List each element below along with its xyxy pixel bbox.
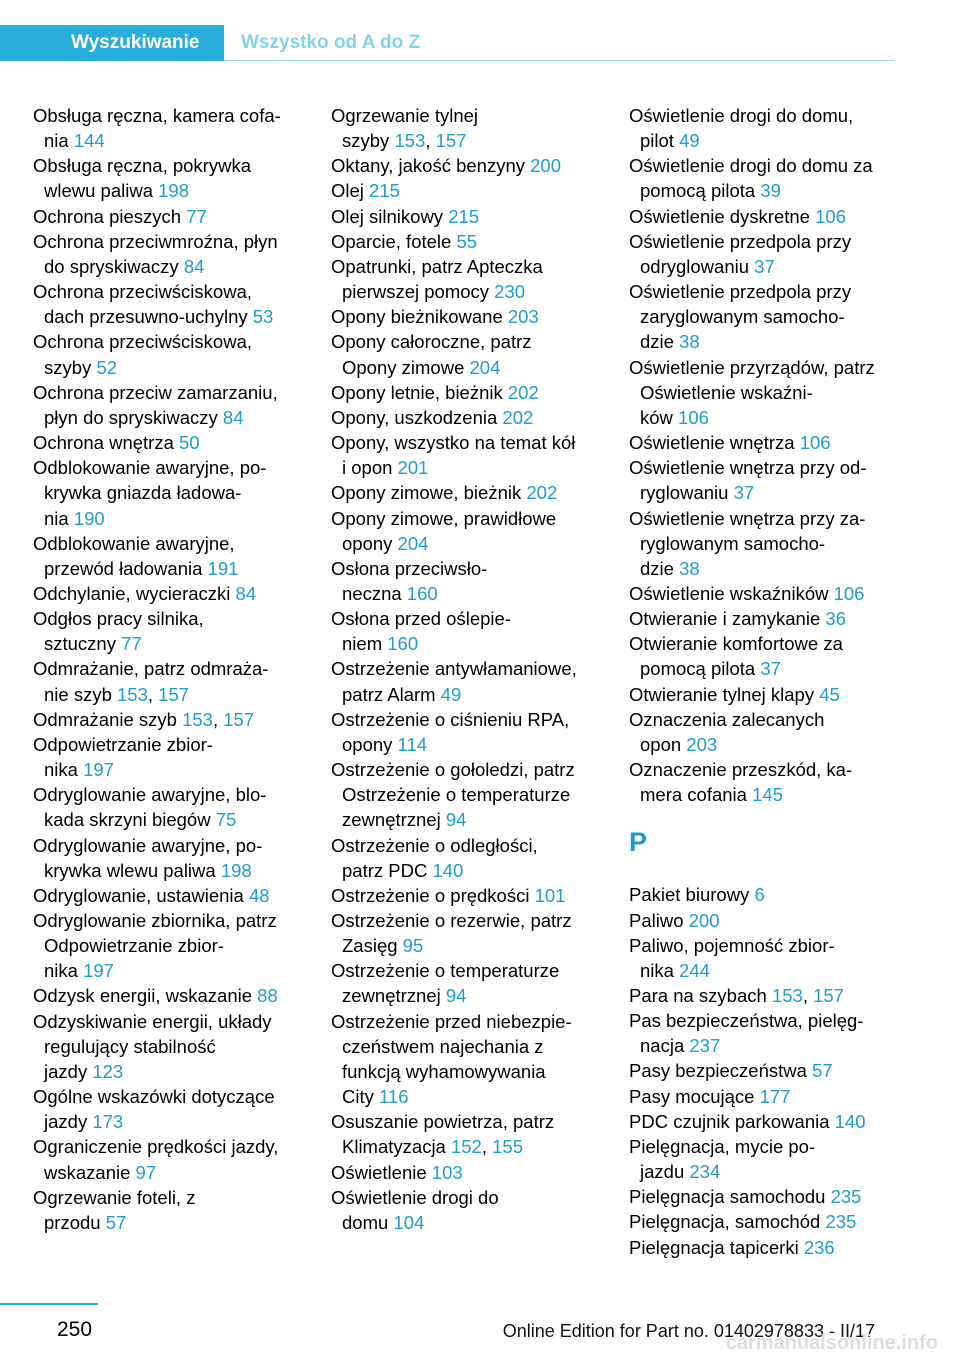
entry-term: Pielęgnacja tapicerki	[629, 1236, 799, 1258]
index-entry	[33, 606, 305, 656]
entry-term: Pasy mocujące	[629, 1085, 755, 1107]
entry-term: Oktany, jakość benzyny	[331, 155, 525, 177]
page-link[interactable]: 160	[387, 633, 419, 655]
entry-term: Oznaczenie przeszkód, ka- mera cofania	[629, 759, 853, 806]
page-link[interactable]: 157	[158, 683, 190, 705]
page-header	[0, 0, 960, 62]
page-link[interactable]: 204	[469, 356, 501, 378]
index-entry	[331, 656, 603, 706]
page-link[interactable]: 101	[534, 884, 566, 906]
index-entry	[331, 430, 603, 480]
page-link[interactable]: 173	[92, 1111, 124, 1133]
entry-term: Oświetlenie drogi do domu, pilot	[629, 105, 854, 152]
page-link[interactable]: 198	[220, 859, 252, 881]
entry-term: Opatrunki, patrz Apteczka pierwszej pomocy	[331, 255, 543, 303]
index-entry	[629, 682, 901, 707]
page-number: 250	[57, 1318, 93, 1341]
page-link[interactable]: 202	[507, 381, 539, 403]
entry-term: Pielęgnacja, mycie po- jazdu	[629, 1135, 816, 1183]
entry-term: Pielęgnacja samochodu	[629, 1186, 826, 1208]
index-entry	[33, 883, 305, 908]
index-entry	[629, 606, 901, 631]
index-entry	[629, 430, 901, 455]
index-entry	[331, 908, 603, 958]
entry-term: Odblokowanie awaryjne, po- krywka gniazda ładowa- nia	[33, 457, 267, 529]
page-link[interactable]: 49	[440, 683, 462, 705]
entry-term: Obsługa ręczna, kamera cofa- nia	[33, 105, 281, 152]
index-entry	[331, 1185, 603, 1235]
index-entry	[629, 153, 901, 203]
index-entry	[629, 757, 901, 807]
index-column-3	[629, 103, 901, 1260]
entry-term: Ochrona wnętrza	[33, 432, 174, 454]
index-entry	[629, 581, 901, 606]
page-link[interactable]: 57	[105, 1211, 127, 1233]
index-entry	[331, 480, 603, 505]
index-entry	[331, 329, 603, 379]
index-entry: Odmrażanie, patrz odmraża- nie szyb 153, 157	[33, 658, 269, 705]
entry-term: Odpowietrzanie zbior- nika	[33, 733, 213, 781]
entry-term: Oznaczenia zalecanych opon	[629, 708, 825, 755]
page-link[interactable]: 48	[248, 884, 270, 906]
page-link[interactable]: 145	[752, 784, 783, 806]
page-link[interactable]: 140	[432, 859, 464, 881]
page-link[interactable]: 103	[431, 1161, 463, 1183]
index-entry	[629, 1184, 901, 1209]
index-entry	[629, 355, 901, 430]
entry-term: Opony zimowe, bieżnik	[331, 482, 522, 504]
page-link[interactable]: 95	[402, 935, 424, 957]
entry-term: Ogrzewanie foteli, z przodu	[33, 1186, 196, 1233]
index-entry	[629, 103, 901, 153]
index-entry	[629, 908, 901, 933]
entry-term: Odryglowanie awaryjne, po- krywka wlewu paliwa	[33, 834, 263, 881]
entry-term: Obsługa ręczna, pokrywka wlewu paliwa	[33, 155, 251, 202]
watermark-text: carmanualsonline.info	[725, 1332, 938, 1354]
index-entry	[629, 279, 901, 354]
entry-term: Paliwo	[629, 909, 684, 931]
page-link[interactable]: 39	[760, 180, 781, 202]
page-link[interactable]: 116	[379, 1086, 409, 1108]
index-entry	[33, 833, 305, 883]
index-entry: Para na szybach 153, 157	[629, 985, 844, 1006]
page-link[interactable]: 114	[397, 733, 428, 755]
entry-term: Oświetlenie drogi do domu	[331, 1186, 499, 1233]
index-entry: Odmrażanie szyb 153, 157	[33, 708, 255, 730]
entry-term: Odzyskiwanie energii, układy regulujący stabilność jazdy	[33, 1010, 272, 1082]
index-entry	[629, 933, 901, 983]
entry-term: Ostrzeżenie o gołoledzi, patrz Ostrzeżenie o temperaturze zewnętrznej	[331, 759, 575, 831]
entry-term: Para na szybach	[629, 985, 767, 1006]
page-link[interactable]: 38	[679, 557, 700, 579]
index-entry	[629, 1209, 901, 1234]
index-entry	[331, 1160, 603, 1185]
index-entry	[33, 103, 305, 153]
index-entry	[629, 631, 901, 681]
index-entry	[629, 506, 901, 581]
page-link[interactable]: 77	[186, 205, 207, 227]
entry-term: Odryglowanie, ustawienia	[33, 884, 244, 906]
entry-term: Pakiet biurowy	[629, 884, 750, 906]
entry-term: Opony, wszystko na temat kół i opon	[331, 432, 576, 479]
page-link[interactable]: 157	[223, 708, 255, 730]
page-link[interactable]: 215	[369, 180, 400, 202]
page-link[interactable]: 106	[678, 406, 709, 428]
page-link[interactable]: 215	[448, 205, 480, 227]
page-link[interactable]: 49	[679, 130, 700, 152]
page-link[interactable]: 123	[92, 1060, 124, 1082]
entry-term: Paliwo, pojemność zbior- nika	[629, 934, 835, 981]
index-entry	[331, 707, 603, 757]
entry-term: Ostrzeżenie antywłamaniowe, patrz Alarm	[331, 658, 577, 705]
entry-term: Otwieranie tylnej klapy	[629, 683, 815, 705]
page-link[interactable]: 198	[158, 180, 190, 202]
page-link[interactable]: 202	[526, 482, 558, 504]
entry-term: Oświetlenie przyrządów, patrz Oświetlenie wskaźni- ków	[629, 356, 875, 428]
entry-term: Oświetlenie wnętrza	[629, 432, 795, 454]
entry-term: Opony letnie, bieżnik	[331, 381, 503, 403]
entry-term: Ogrzewanie tylnej szyby	[331, 105, 479, 152]
page-link[interactable]: 160	[406, 582, 438, 604]
page-link[interactable]: 97	[135, 1161, 157, 1183]
entry-term: Odmrażanie, patrz odmraża- nie szyb	[33, 658, 269, 705]
page-link[interactable]: 75	[215, 809, 237, 831]
index-column-2	[331, 103, 603, 1235]
entry-term: Oświetlenie przedpola przy odryglowaniu	[629, 230, 852, 277]
entry-term: Olej	[331, 180, 364, 202]
entry-term: Osłona przeciwsło- neczna	[331, 557, 488, 604]
page-link[interactable]: 235	[825, 1211, 857, 1233]
index-entry	[629, 1235, 901, 1260]
page-link[interactable]: 140	[834, 1110, 866, 1132]
page-link[interactable]: 203	[686, 733, 718, 755]
edition-text: Online Edition for Part no. 01402978833 - II/17	[502, 1321, 875, 1341]
index-entry	[33, 455, 305, 530]
entry-term: Ochrona przeciw zamarzaniu, płyn do spryskiwaczy	[33, 381, 278, 428]
index-entry	[629, 455, 901, 505]
entry-term: Ostrzeżenie o odległości, patrz PDC	[331, 834, 538, 881]
footer-rule	[0, 1303, 98, 1305]
page-link[interactable]: 155	[492, 1136, 524, 1158]
entry-term: Odryglowanie zbiornika, patrz Odpowietrzanie zbior- nika	[33, 910, 277, 982]
index-column-1	[33, 103, 305, 1235]
index-entry	[331, 1009, 603, 1110]
page-link[interactable]: 244	[679, 959, 710, 981]
page-link[interactable]: 197	[83, 759, 114, 781]
page-link[interactable]: 84	[222, 406, 244, 428]
index-entry	[33, 329, 305, 379]
index-entry	[331, 556, 603, 606]
page-link[interactable]: 53	[252, 306, 274, 328]
entry-term: Ostrzeżenie o temperaturze zewnętrznej	[331, 960, 560, 1007]
page-link[interactable]: 191	[207, 557, 239, 579]
page-link[interactable]: 200	[530, 155, 562, 177]
page-link[interactable]: 153	[117, 683, 148, 705]
index-entry	[33, 1009, 305, 1084]
page-link[interactable]: 106	[833, 582, 865, 604]
index-entry	[331, 254, 603, 304]
index-entry	[331, 506, 603, 556]
index-entry	[33, 430, 305, 455]
page-link[interactable]: 202	[502, 406, 534, 428]
page-link[interactable]: 190	[73, 507, 105, 529]
index-entry	[629, 707, 901, 757]
index-entry	[331, 153, 603, 178]
header-rule	[224, 60, 894, 61]
index-entry	[331, 204, 603, 229]
entry-term: Otwieranie i zamykanie	[629, 608, 821, 630]
page-link[interactable]: 157	[813, 985, 844, 1006]
entry-term: Otwieranie komfortowe za pomocą pilota	[629, 633, 843, 680]
index-entry	[33, 908, 305, 983]
page-link[interactable]: 88	[257, 985, 278, 1007]
entry-term: Odmrażanie szyb	[33, 708, 177, 730]
entry-term: Ostrzeżenie o prędkości	[331, 884, 530, 906]
index-entry	[33, 732, 305, 782]
entry-term: Opony zimowe, prawidłowe opony	[331, 507, 557, 554]
page-link[interactable]: 106	[815, 205, 846, 227]
section-letter: P	[629, 827, 648, 858]
page-link[interactable]: 6	[754, 884, 765, 906]
page-link[interactable]: 200	[688, 909, 720, 931]
page-link[interactable]: 230	[494, 281, 526, 303]
entry-term: Olej silnikowy	[331, 205, 444, 227]
index-entry	[33, 581, 305, 606]
entry-term: Odryglowanie awaryjne, blo- kada skrzyni biegów	[33, 784, 267, 831]
index-entry	[629, 204, 901, 229]
page-link[interactable]: 52	[96, 356, 118, 378]
entry-term: Ostrzeżenie o ciśnieniu RPA, opony	[331, 708, 570, 755]
entry-term: Odgłos pracy silnika, sztuczny	[33, 608, 204, 655]
index-entry	[33, 782, 305, 832]
page-link[interactable]: 104	[393, 1211, 425, 1233]
index-entry	[629, 1134, 901, 1184]
index-entry	[33, 279, 305, 329]
index-entry	[33, 1084, 305, 1134]
entry-term: Pasy bezpieczeństwa	[629, 1060, 807, 1082]
page-link[interactable]: 234	[689, 1161, 721, 1183]
index-entry	[33, 153, 305, 203]
page-link[interactable]: 36	[825, 608, 846, 630]
index-entry	[331, 229, 603, 254]
index-entry	[629, 1008, 901, 1058]
entry-term: Osuszanie powietrza, patrz Klimatyzacja	[331, 1111, 555, 1158]
index-entry	[629, 1084, 901, 1109]
page-link[interactable]: 84	[183, 255, 205, 277]
index-entry	[33, 1185, 305, 1235]
index-entry	[33, 380, 305, 430]
index-entry	[331, 304, 603, 329]
entry-term: Oświetlenie drogi do domu za pomocą pilota	[629, 155, 873, 202]
entry-term: Oparcie, fotele	[331, 230, 452, 252]
page-link[interactable]: 50	[179, 432, 200, 454]
page-link[interactable]: 153	[771, 985, 803, 1006]
index-entry	[331, 606, 603, 656]
page-link[interactable]: 177	[759, 1085, 791, 1107]
page-link[interactable]: 94	[445, 985, 467, 1007]
entry-term: PDC czujnik parkowania	[629, 1110, 830, 1132]
entry-term: Ogólne wskazówki dotyczące jazdy	[33, 1086, 275, 1133]
index-entry	[331, 958, 603, 1008]
entry-term: Oświetlenie	[331, 1161, 427, 1183]
index-entry	[629, 229, 901, 279]
entry-term: Ochrona przeciwmroźna, płyn do spryskiwaczy	[33, 230, 278, 277]
page-link[interactable]: 94	[445, 809, 467, 831]
page-link[interactable]: 77	[121, 633, 142, 655]
page-link[interactable]: 38	[679, 331, 700, 353]
entry-term: Oświetlenie wskaźników	[629, 582, 829, 604]
index-entry: Osuszanie powietrza, patrz Klimatyzacja 152, 155	[331, 1111, 555, 1158]
page-link[interactable]: 153	[182, 708, 213, 730]
page-link[interactable]: 203	[507, 306, 539, 328]
entry-term: Ostrzeżenie o rezerwie, patrz Zasięg	[331, 910, 572, 957]
page-link[interactable]: 37	[754, 255, 775, 277]
index-entry	[331, 883, 603, 908]
entry-term: Odzysk energii, wskazanie	[33, 985, 253, 1007]
entry-term: Pielęgnacja, samochód	[629, 1211, 821, 1233]
index-entry	[331, 833, 603, 883]
entry-term: Ochrona pieszych	[33, 205, 182, 227]
index-entry: Ogrzewanie tylnej szyby 153, 157	[331, 105, 479, 152]
entry-term: Opony całoroczne, patrz Opony zimowe	[331, 331, 532, 378]
page-link[interactable]: 201	[397, 457, 429, 479]
page-link[interactable]: 84	[235, 582, 257, 604]
entry-term: Osłona przed oślepie- niem	[331, 608, 511, 655]
page-link[interactable]: 45	[819, 683, 840, 705]
index-entry	[331, 178, 603, 203]
index-entry	[33, 531, 305, 581]
page-link[interactable]: 55	[456, 230, 478, 252]
page-link[interactable]: 152	[450, 1136, 482, 1158]
page-link[interactable]: 57	[812, 1060, 833, 1082]
index-entry	[331, 757, 603, 832]
page-link[interactable]: 197	[83, 960, 114, 982]
entry-term: Oświetlenie dyskretne	[629, 205, 810, 227]
page-link[interactable]: 144	[73, 130, 105, 152]
entry-term: Opony, uszkodzenia	[331, 406, 498, 428]
index-entry	[33, 983, 305, 1008]
page-link[interactable]: 204	[397, 532, 429, 554]
page-link[interactable]: 237	[689, 1035, 721, 1057]
entry-term: Odblokowanie awaryjne, przewód ładowania	[33, 532, 235, 579]
index-entry	[33, 229, 305, 279]
page-link[interactable]: 37	[760, 658, 781, 680]
index-entry	[33, 204, 305, 229]
entry-term: Odchylanie, wycieraczki	[33, 582, 231, 604]
entry-term: Oświetlenie wnętrza przy za- ryglowanym samocho- dzie	[629, 507, 866, 579]
page-link[interactable]: 153	[394, 130, 426, 152]
entry-term: Pas bezpieczeństwa, pielęg- nacja	[629, 1010, 864, 1057]
entry-term: Ograniczenie prędkości jazdy, wskazanie	[33, 1136, 279, 1183]
entry-term: Oświetlenie wnętrza przy od- ryglowaniu	[629, 457, 867, 504]
index-entry	[629, 882, 901, 907]
entry-term: Ochrona przeciwściskowa, szyby	[33, 331, 252, 378]
index-entry	[33, 1134, 305, 1184]
entry-term: Oświetlenie przedpola przy zaryglowanym samocho- dzie	[629, 281, 852, 353]
index-entry	[629, 1109, 901, 1134]
index-entry	[629, 1058, 901, 1083]
entry-term: Ostrzeżenie przed niebezpie- czeństwem najechania z funkcją wyhamowywania City	[331, 1010, 572, 1108]
page-link[interactable]: 235	[830, 1186, 862, 1208]
section-tab: Wyszukiwanie	[0, 25, 224, 61]
index-entry	[331, 405, 603, 430]
page-link[interactable]: 37	[733, 482, 755, 504]
entry-term: Ochrona przeciwściskowa, dach przesuwno-uchylny	[33, 281, 252, 328]
page-link[interactable]: 157	[435, 130, 467, 152]
page-link[interactable]: 106	[799, 432, 831, 454]
subsection-title: Wszystko od A do Z	[241, 32, 421, 53]
entry-term: Opony bieżnikowane	[331, 306, 503, 328]
index-entry	[331, 380, 603, 405]
page-link[interactable]: 236	[803, 1236, 835, 1258]
